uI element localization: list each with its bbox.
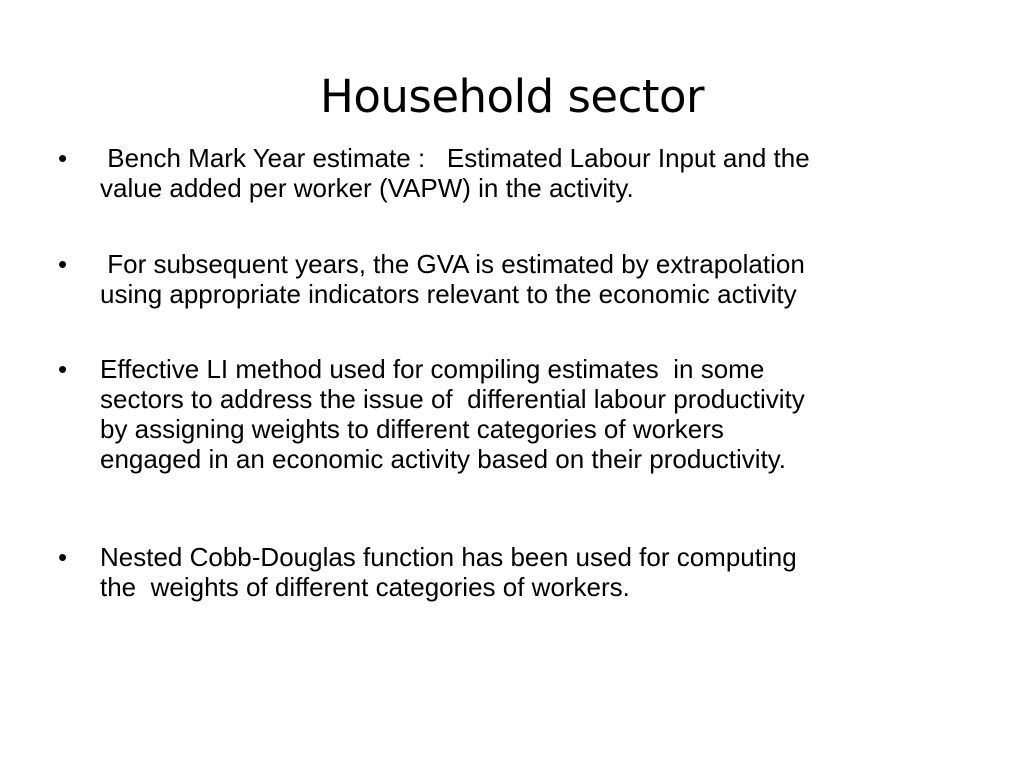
bullet-marker: • [58, 542, 68, 572]
slide-title: Household sector [320, 70, 704, 123]
bullet-marker: • [58, 249, 68, 279]
bullet-marker: • [58, 143, 68, 173]
bullet-text: Effective LI method used for compiling estimates in some sectors to address the issue of differential labour productivity by assigning weights to different categories of workers engaged in an economic activity based on their productivity. [100, 354, 805, 474]
bullet-marker: • [58, 354, 68, 384]
bullet-text: Bench Mark Year estimate : Estimated Labour Input and the value added per worker (VAPW) in the activity. [100, 143, 810, 203]
bullet-text: Nested Cobb-Douglas function has been used for computing the weights of different categories of workers. [100, 542, 797, 602]
bullet-text: For subsequent years, the GVA is estimated by extrapolation using appropriate indicators relevant to the economic activity [100, 249, 805, 309]
